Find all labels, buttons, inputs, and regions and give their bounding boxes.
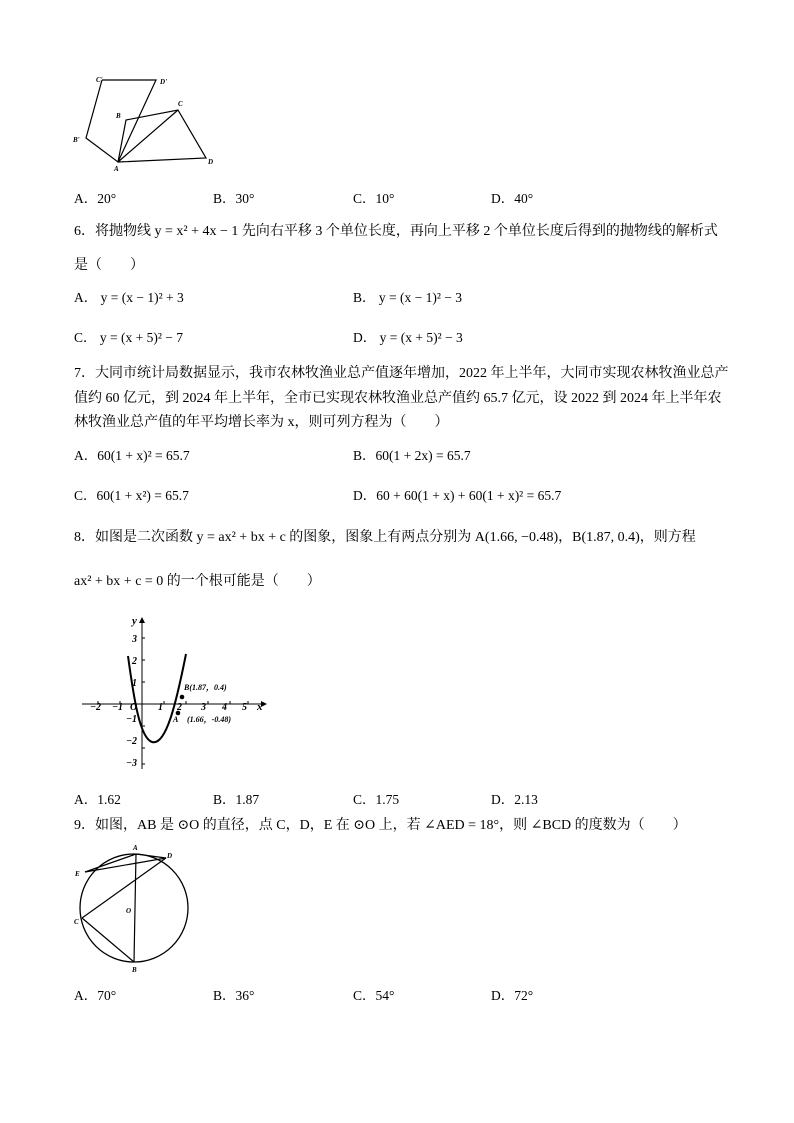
q9-circle-figure <box>72 842 196 976</box>
y-tick-2: 2 <box>132 656 137 667</box>
y-tick-1: 1 <box>132 678 137 689</box>
x-tick-2: 2 <box>177 702 182 713</box>
x-tick-5: 5 <box>242 702 247 713</box>
q5-label-c: C <box>178 100 183 108</box>
q7-option-d[interactable]: D．60 + 60(1 + x) + 60(1 + x)² = 65.7 <box>353 488 562 503</box>
x-axis-label: x <box>257 701 263 713</box>
point-b-label: B(1.87，0.4) <box>184 683 227 692</box>
q8-parabola-graph <box>76 614 276 776</box>
q5-option-d[interactable]: D．40° <box>491 191 534 206</box>
q7-option-b[interactable]: B．60(1 + 2x) = 65.7 <box>353 448 471 463</box>
q7-option-a[interactable]: A．60(1 + x)² = 65.7 <box>74 448 190 463</box>
q5-label-b-prime: B' <box>73 136 80 144</box>
x-tick-1: 1 <box>158 702 163 713</box>
q5-option-a[interactable]: A．20° <box>74 191 117 206</box>
q5-label-c-prime: C' <box>96 76 103 84</box>
q5-label-d-prime: D' <box>160 78 167 86</box>
point-a-label: A <box>173 715 179 724</box>
q8-option-b[interactable]: B．1.87 <box>213 792 260 807</box>
q5-label-a: A <box>114 165 119 172</box>
q9-stem-line1: 9．如图，AB 是 ⊙O 的直径，点 C，D，E 在 ⊙O 上，若 ∠AED = 18°，则 ∠BCD 的度数为（ ） <box>74 818 687 833</box>
q7-option-c[interactable]: C．60(1 + x²) = 65.7 <box>74 488 189 503</box>
q7-stem-line1: 7．大同市统计局数据显示，我市农林牧渔业总产值逐年增加，2022 年上半年，大同市实现农林牧渔业总产 <box>74 366 729 381</box>
q8-option-a[interactable]: A．1.62 <box>74 792 121 807</box>
y-tick-neg1: −1 <box>126 714 138 725</box>
y-tick-neg3: −3 <box>126 758 138 769</box>
q5-figure <box>70 72 230 172</box>
q8-option-c[interactable]: C．1.75 <box>353 792 400 807</box>
point-a-coords: (1.66，-0.48) <box>187 715 231 724</box>
x-tick-4: 4 <box>222 702 227 713</box>
q9-label-c: C <box>74 918 79 926</box>
x-tick-neg2: −2 <box>90 702 102 713</box>
q5-option-b[interactable]: B．30° <box>213 191 255 206</box>
q9-option-c[interactable]: C．54° <box>353 988 395 1003</box>
q9-label-e: E <box>75 870 80 878</box>
q9-label-b: B <box>132 966 137 974</box>
q9-label-d: D <box>167 852 173 860</box>
x-tick-neg1: −1 <box>112 702 124 713</box>
q8-option-d[interactable]: D．2.13 <box>491 792 538 807</box>
q9-option-a[interactable]: A．70° <box>74 988 117 1003</box>
y-tick-3: 3 <box>132 634 137 645</box>
y-tick-neg2: −2 <box>126 736 138 747</box>
q8-stem-line2: ax² + bx + c = 0 的一个根可能是（ ） <box>74 574 321 589</box>
point-b <box>180 695 185 700</box>
x-tick-3: 3 <box>201 702 206 713</box>
origin-label: O <box>130 702 138 713</box>
q6-stem-line2: 是（ ） <box>74 258 144 273</box>
q7-stem-line3: 林牧渔业总产值的年平均增长率为 x，则可列方程为（ ） <box>74 415 449 430</box>
q9-label-a: A <box>133 844 138 852</box>
q9-option-b[interactable]: B．36° <box>213 988 255 1003</box>
q7-stem-line2: 值约 60 亿元，到 2024 年上半年，全市已实现农林牧渔业总产值约 65.7 亿元，设 2022 到 2024 年上半年农 <box>74 391 722 406</box>
y-axis-label: y <box>132 615 137 627</box>
q6-option-c[interactable]: C． y = (x + 5)² − 7 <box>74 330 184 345</box>
q5-label-d: D <box>208 158 214 166</box>
q8-stem-line1: 8．如图是二次函数 y = ax² + bx + c 的图象，图象上有两点分别为 A(1.66, −0.48)，B(1.87, 0.4)，则方程 <box>74 530 696 545</box>
q5-label-b: B <box>116 112 121 120</box>
q9-option-d[interactable]: D．72° <box>491 988 534 1003</box>
q9-label-o: O <box>126 907 132 915</box>
parabola-curve <box>128 654 186 742</box>
q5-option-c[interactable]: C．10° <box>353 191 395 206</box>
q6-stem-line1: 6．将抛物线 y = x² + 4x − 1 先向右平移 3 个单位长度，再向上平移 2 个单位长度后得到的抛物线的解析式 <box>74 224 718 239</box>
q6-option-d[interactable]: D． y = (x + 5)² − 3 <box>353 330 463 345</box>
q6-option-b[interactable]: B． y = (x − 1)² − 3 <box>353 290 463 305</box>
q6-option-a[interactable]: A． y = (x − 1)² + 3 <box>74 290 184 305</box>
